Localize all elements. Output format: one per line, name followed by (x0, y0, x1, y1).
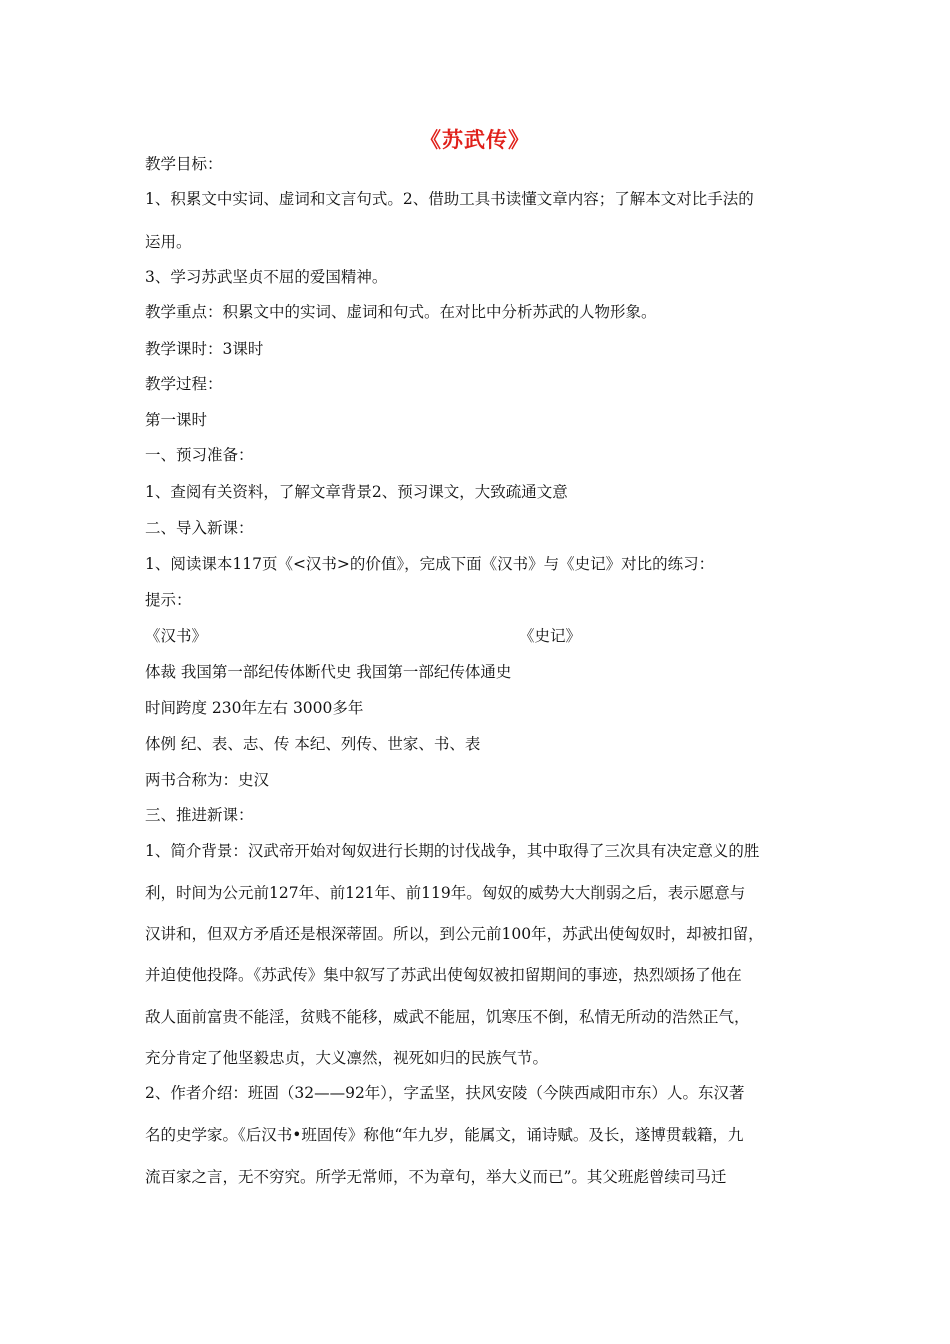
text-line: 1、积累文中实词、虚词和文言句式。2、借助工具书读懂文章内容；了解本文对比手法的 (145, 190, 754, 208)
text-line: 敌人面前富贵不能淫，贫贱不能移，威武不能屈，饥寒压不倒，私情无所动的浩然正气， (145, 1008, 750, 1026)
shiji-heading: 《史记》 (519, 627, 582, 645)
text-line: 《汉书》 (145, 627, 208, 645)
text-line: 体裁 我国第一部纪传体断代史 我国第一部纪传体通史 (145, 663, 512, 681)
text-line: 利，时间为公元前127年、前121年、前119年。匈奴的威势大大削弱之后，表示愿意与 (145, 884, 746, 902)
text-line: 提示： (145, 591, 192, 609)
text-line: 名的史学家。《后汉书•班固传》称他“年九岁，能属文，诵诗赋。及长，遂博贯载籍，九 (145, 1126, 744, 1144)
text-line: 两书合称为：史汉 (145, 771, 270, 789)
text-line: 3、学习苏武坚贞不屈的爱国精神。 (145, 268, 388, 286)
text-line: 一、预习准备： (145, 446, 254, 464)
text-line: 教学课时：3课时 (145, 340, 264, 358)
text-line: 1、阅读课本117页《<汉书>的价值》，完成下面《汉书》与《史记》对比的练习： (145, 555, 715, 573)
text-line: 二、导入新课： (145, 519, 254, 537)
text-line: 教学重点：积累文中的实词、虚词和句式。在对比中分析苏武的人物形象。 (145, 303, 657, 321)
text-line: 并迫使他投降。《苏武传》集中叙写了苏武出使匈奴被扣留期间的事迹，热烈颂扬了他在 (145, 966, 742, 984)
text-line: 2、作者介绍：班固（32——92年），字孟坚，扶风安陵（今陕西咸阳市东）人。东汉著 (145, 1084, 745, 1102)
text-line: 1、简介背景：汉武帝开始对匈奴进行长期的讨伐战争，其中取得了三次具有决定意义的胜 (145, 842, 760, 860)
text-line: 1、查阅有关资料，了解文章背景2、预习课文，大致疏通文意 (145, 483, 568, 501)
text-line: 运用。 (145, 233, 192, 251)
text-line: 汉讲和，但双方矛盾还是根深蒂固。所以，到公元前100年，苏武出使匈奴时，却被扣留， (145, 925, 764, 943)
text-line: 时间跨度 230年左右 3000多年 (145, 699, 364, 717)
text-line: 三、推进新课： (145, 806, 254, 824)
text-line: 教学过程： (145, 375, 223, 393)
document-title: 《苏武传》 (420, 128, 530, 152)
text-line: 教学目标： (145, 155, 223, 173)
text-line: 体例 纪、表、志、传 本纪、列传、世家、书、表 (145, 735, 481, 753)
text-line: 流百家之言，无不穷究。所学无常师，不为章句，举大义而已”。其父班彪曾续司马迁 (145, 1168, 727, 1186)
text-line: 第一课时 (145, 411, 208, 429)
text-line: 充分肯定了他坚毅忠贞，大义凛然，视死如归的民族气节。 (145, 1049, 549, 1067)
